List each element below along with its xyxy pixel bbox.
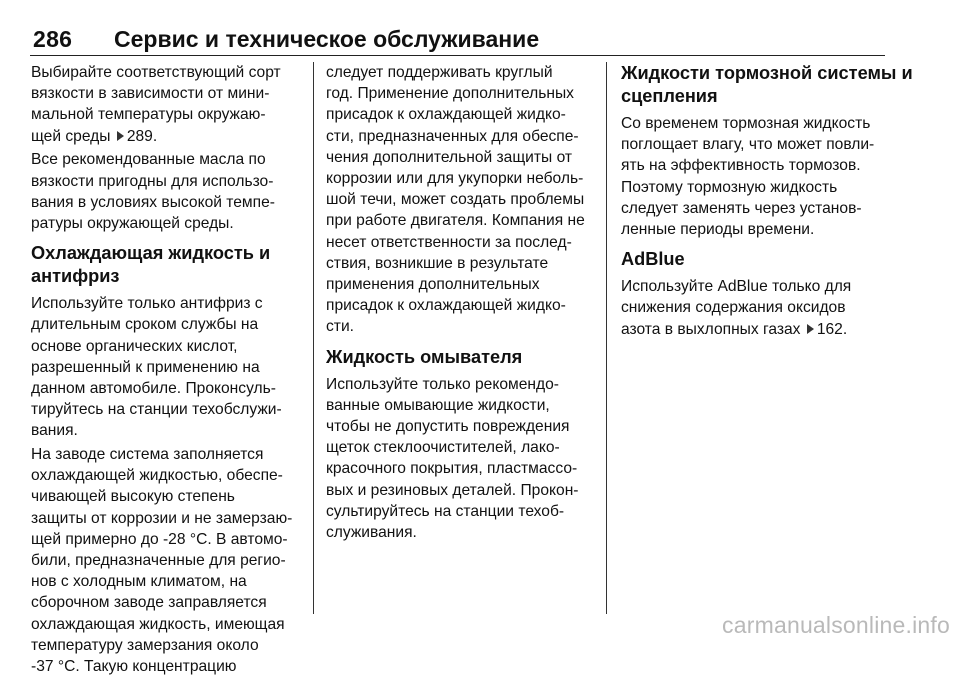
text-line: охлаждающей жидкостью, обеспе‐ xyxy=(31,467,283,485)
text-line: вых и резиновых деталей. Прокон‐ xyxy=(326,481,579,499)
page-number: 286 xyxy=(33,26,73,52)
text-line: вязкости пригодны для использо‐ xyxy=(31,172,274,190)
text-line: -37 °C. Такую концентрацию xyxy=(31,658,237,676)
text-line: поглощает влагу, что может повли‐ xyxy=(621,136,875,154)
column-divider xyxy=(313,62,314,614)
text-line: шой течи, может создать проблемы xyxy=(326,191,585,209)
column-divider xyxy=(606,62,607,614)
text-line: длительным сроком службы на xyxy=(31,316,259,334)
section-heading xyxy=(326,346,598,369)
text-line: служивания. xyxy=(326,524,417,542)
text-line: температуру замерзания около xyxy=(31,636,259,654)
text-line: Со временем тормозная жидкость xyxy=(621,115,871,132)
text-line: следует заменять через установ‐ xyxy=(621,199,862,217)
text-line-content: азота в выхлопных газах xyxy=(621,320,801,338)
text-line: вания в условиях высокой темпе‐ xyxy=(31,193,275,211)
text-line: Используйте только антифриз с xyxy=(31,295,263,313)
text-line: следует поддерживать круглый xyxy=(326,64,553,81)
text-line: чивающей высокую степень xyxy=(31,488,235,506)
text-line: охлаждающая жидкость, имеющая xyxy=(31,615,285,633)
text-line: присадок к охлаждающей жидко‐ xyxy=(326,106,566,124)
text-line: снижения содержания оксидов xyxy=(621,299,846,317)
text-line: ратуры окружающей среды. xyxy=(31,214,234,232)
text-line: присадок к охлаждающей жидко‐ xyxy=(326,297,566,315)
text-line: щеток стеклоочистителей, лако‐ xyxy=(326,439,560,457)
text-line: Жидкость омывателя xyxy=(326,346,523,367)
text-line: сультируйтесь на станции техоб‐ xyxy=(326,502,565,520)
text-line: Поэтому тормозную жидкость xyxy=(621,178,838,196)
page-header xyxy=(30,26,885,56)
text-line: сцепления xyxy=(621,86,718,106)
text-line: красочного покрытия, пластмассо‐ xyxy=(326,460,578,478)
text-line xyxy=(621,319,891,340)
text-line: основе органических кислот, xyxy=(31,337,238,355)
text-line: коррозии или для укупорки неболь‐ xyxy=(326,170,584,188)
section-heading xyxy=(621,62,913,108)
text-line: били, предназначенные для регио‐ xyxy=(31,552,286,570)
text-line xyxy=(31,126,303,147)
text-line: сти, предназначенных для обеспе‐ xyxy=(326,127,579,145)
text-line: антифриз xyxy=(31,266,120,287)
text-column-3 xyxy=(621,62,913,342)
section-heading xyxy=(621,248,891,271)
text-line: вания. xyxy=(31,422,78,440)
text-line: несет ответственности за послед‐ xyxy=(326,233,572,251)
page-reference-link[interactable]: 162. xyxy=(816,320,848,338)
text-line: Используйте AdBlue только для xyxy=(621,278,852,296)
text-line: защиты от коррозии и не замерзаю‐ xyxy=(31,509,293,527)
text-line: Все рекомендованные масла по xyxy=(31,151,266,169)
text-line: данном автомобиле. Проконсуль‐ xyxy=(31,379,276,397)
paragraph xyxy=(621,113,891,240)
text-line: ять на эффективность тормозов. xyxy=(621,157,861,175)
page-reference-arrow-icon xyxy=(117,131,124,141)
text-line: сти. xyxy=(326,318,354,336)
page-title: Сервис и техническое обслуживание xyxy=(114,26,540,52)
text-line: Используйте только рекомендо‐ xyxy=(326,375,559,393)
paragraph xyxy=(621,276,891,340)
text-line: год. Применение дополнительных xyxy=(326,85,574,103)
text-line: ленные периоды времени. xyxy=(621,221,815,239)
text-line: Жидкости тормозной системы и xyxy=(621,63,913,83)
page-reference-link[interactable]: 289. xyxy=(126,127,158,145)
text-line: сборочном заводе заправляется xyxy=(31,594,267,612)
text-line: щей примерно до -28 °C. В автомо‐ xyxy=(31,530,288,548)
text-column-2 xyxy=(326,62,598,546)
text-line: AdBlue xyxy=(621,249,685,270)
text-column-1 xyxy=(31,62,303,680)
text-line: разрешенный к применению на xyxy=(31,358,260,376)
text-line: ствия, возникшие в результате xyxy=(326,254,549,272)
paragraph xyxy=(31,149,303,234)
page-reference-arrow-icon xyxy=(807,324,814,334)
section-heading xyxy=(31,242,303,288)
text-line: На заводе система заполняется xyxy=(31,446,264,464)
text-line: Охлаждающая жидкость и xyxy=(31,243,271,264)
text-line: нов с холодным климатом, на xyxy=(31,573,247,591)
paragraph xyxy=(31,444,303,677)
text-line: при работе двигателя. Компания не xyxy=(326,212,585,230)
text-line: тируйтесь на станции техобслужи‐ xyxy=(31,401,282,419)
text-line: чтобы не допустить повреждения xyxy=(326,418,570,436)
text-line: ванные омывающие жидкости, xyxy=(326,396,550,414)
text-line: применения дополнительных xyxy=(326,276,540,294)
paragraph xyxy=(326,374,598,544)
watermark: carmanualsonline.info xyxy=(722,612,950,638)
text-line: вязкости в зависимости от мини‐ xyxy=(31,85,270,103)
paragraph xyxy=(326,62,598,338)
text-line: мальной температуры окружаю‐ xyxy=(31,106,266,124)
text-line-content: щей среды xyxy=(31,127,111,145)
paragraph xyxy=(31,62,303,147)
paragraph xyxy=(31,293,303,441)
text-line: чения дополнительной защиты от xyxy=(326,148,573,166)
text-line: Выбирайте соответствующий сорт xyxy=(31,64,281,81)
